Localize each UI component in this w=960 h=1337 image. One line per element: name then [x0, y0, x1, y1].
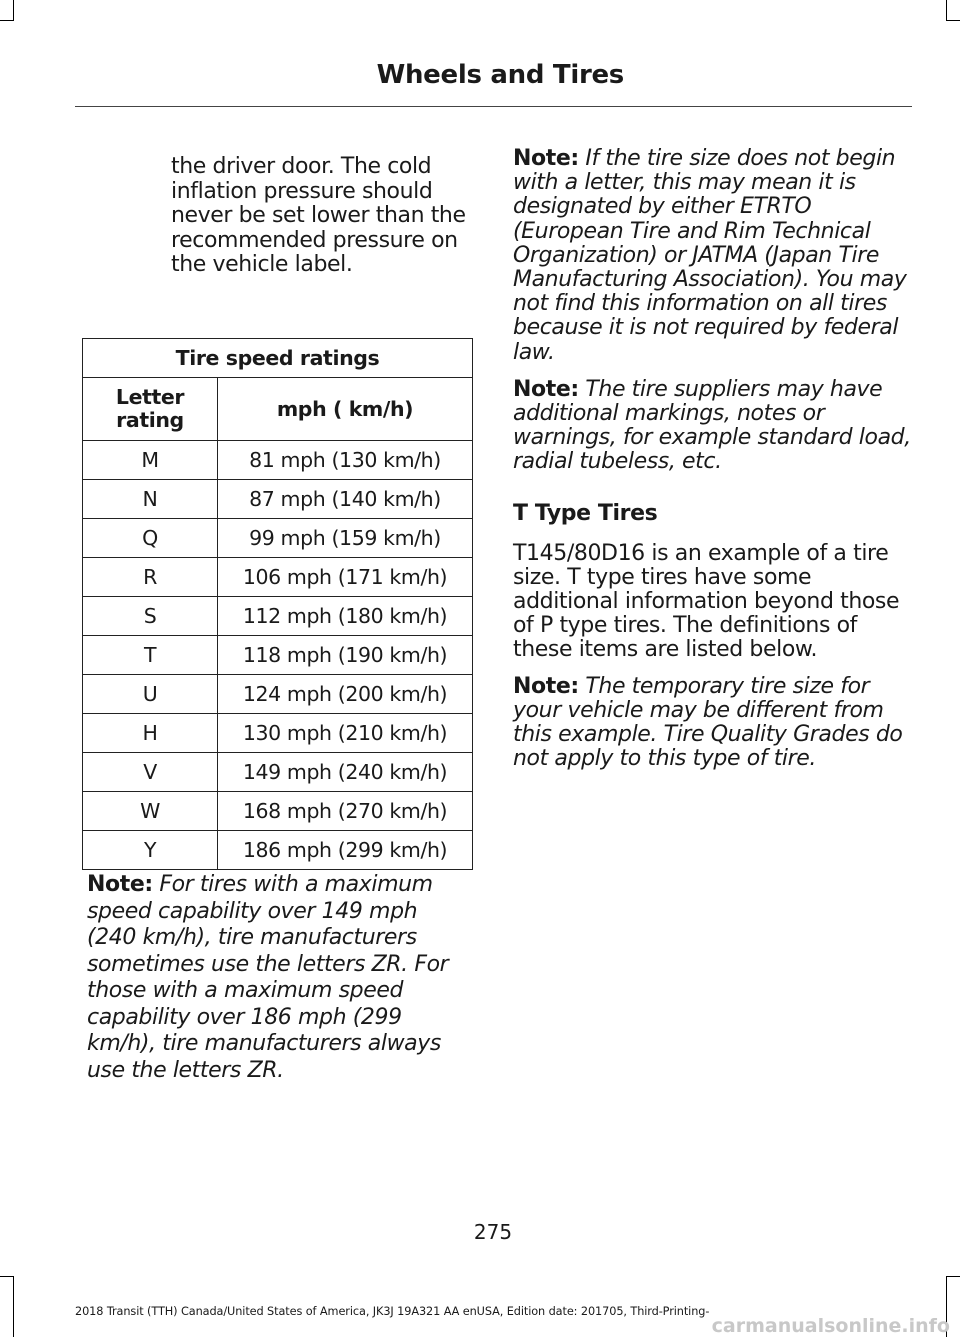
tire-speed-ratings-table — [82, 338, 473, 870]
header-divider — [75, 106, 912, 107]
tire-size-note — [513, 147, 913, 365]
note-text: The temporary tire size for your vehicle may be different from this example. Tire Quality Grades do not apply to this type of tire. — [513, 673, 903, 772]
table-row — [83, 714, 473, 753]
right-column — [513, 147, 913, 771]
column-header-letter: Letter rating — [83, 378, 218, 441]
letter-cell: N — [83, 480, 218, 519]
note-label: Note: — [513, 146, 579, 171]
column-header-speed: mph ( km/h) — [218, 378, 473, 441]
note-text: For tires with a maximum speed capability over 149 mph (240 km/h), tire manufacturers sometimes use the letters ZR. For those with a maximum speed capability over 186 mph (299 km/h), tire manufacturers always use the letters ZR. — [87, 872, 449, 1083]
section-heading: T Type Tires — [513, 500, 658, 526]
letter-cell: R — [83, 558, 218, 597]
letter-cell: W — [83, 792, 218, 831]
speed-cell: 118 mph (190 km/h) — [218, 636, 473, 675]
speed-cell: 112 mph (180 km/h) — [218, 597, 473, 636]
note-text: The tire suppliers may have additional markings, notes or warnings, for example standard load, radial tubeless, etc. — [513, 376, 911, 475]
crop-mark-bottom-left-h — [0, 1276, 14, 1277]
speed-cell: 149 mph (240 km/h) — [218, 753, 473, 792]
crop-mark-bottom-right-h — [946, 1276, 960, 1277]
speed-cell: 81 mph (130 km/h) — [218, 441, 473, 480]
crop-mark-top-right-h — [946, 20, 960, 21]
table-row — [83, 441, 473, 480]
page-number: 275 — [473, 1220, 513, 1244]
table-row — [83, 558, 473, 597]
speed-cell: 99 mph (159 km/h) — [218, 519, 473, 558]
table-row — [83, 753, 473, 792]
table-row — [83, 675, 473, 714]
page-header-title: Wheels and Tires — [376, 60, 624, 90]
footer-edition-info: 2018 Transit (TTH) Canada/United States of America, JK3J 19A321 AA enUSA, Edition date: 201705, Third-Printing- — [75, 1305, 710, 1318]
table-row — [83, 831, 473, 870]
speed-cell: 106 mph (171 km/h) — [218, 558, 473, 597]
speed-cell: 124 mph (200 km/h) — [218, 675, 473, 714]
speed-cell: 168 mph (270 km/h) — [218, 792, 473, 831]
speed-cell: 130 mph (210 km/h) — [218, 714, 473, 753]
crop-mark-top-right-v — [946, 0, 947, 20]
note-label: Note: — [87, 872, 153, 897]
crop-mark-top-left-v — [13, 0, 14, 20]
tire-suppliers-note — [513, 378, 913, 475]
letter-cell: T — [83, 636, 218, 675]
temporary-tire-note — [513, 675, 913, 772]
note-text: If the tire size does not begin with a letter, this may mean it is designated by either ETRTO (European Tire and Rim Technical Organization) or JATMA (Japan Tire Manufacturing Association). You may not find this information on all tires because it is not required by federal law. — [513, 146, 907, 365]
speed-cell: 186 mph (299 km/h) — [218, 831, 473, 870]
table-row — [83, 519, 473, 558]
letter-cell: Q — [83, 519, 218, 558]
table-row — [83, 480, 473, 519]
letter-cell: Y — [83, 831, 218, 870]
speed-cell: 87 mph (140 km/h) — [218, 480, 473, 519]
table-row — [83, 792, 473, 831]
table-row — [83, 597, 473, 636]
crop-mark-top-left-h — [0, 20, 14, 21]
watermark: carmanualsonline.info — [711, 1315, 950, 1337]
letter-cell: H — [83, 714, 218, 753]
table-caption: Tire speed ratings — [83, 339, 473, 378]
letter-cell: M — [83, 441, 218, 480]
table-row — [83, 636, 473, 675]
note-label: Note: — [513, 673, 579, 699]
letter-cell: V — [83, 753, 218, 792]
speed-rating-note — [87, 872, 472, 1084]
t-type-paragraph: T145/80D16 is an example of a tire size. T type tires have some additional information beyond those of P type tires. The definitions of these items are listed below. — [513, 540, 900, 663]
note-label: Note: — [513, 376, 579, 402]
letter-cell: U — [83, 675, 218, 714]
crop-mark-bottom-left-v — [13, 1277, 14, 1337]
intro-paragraph: the driver door. The cold inflation pressure should never be set lower than the recommended pressure on the vehicle label. — [171, 154, 466, 277]
letter-cell: S — [83, 597, 218, 636]
